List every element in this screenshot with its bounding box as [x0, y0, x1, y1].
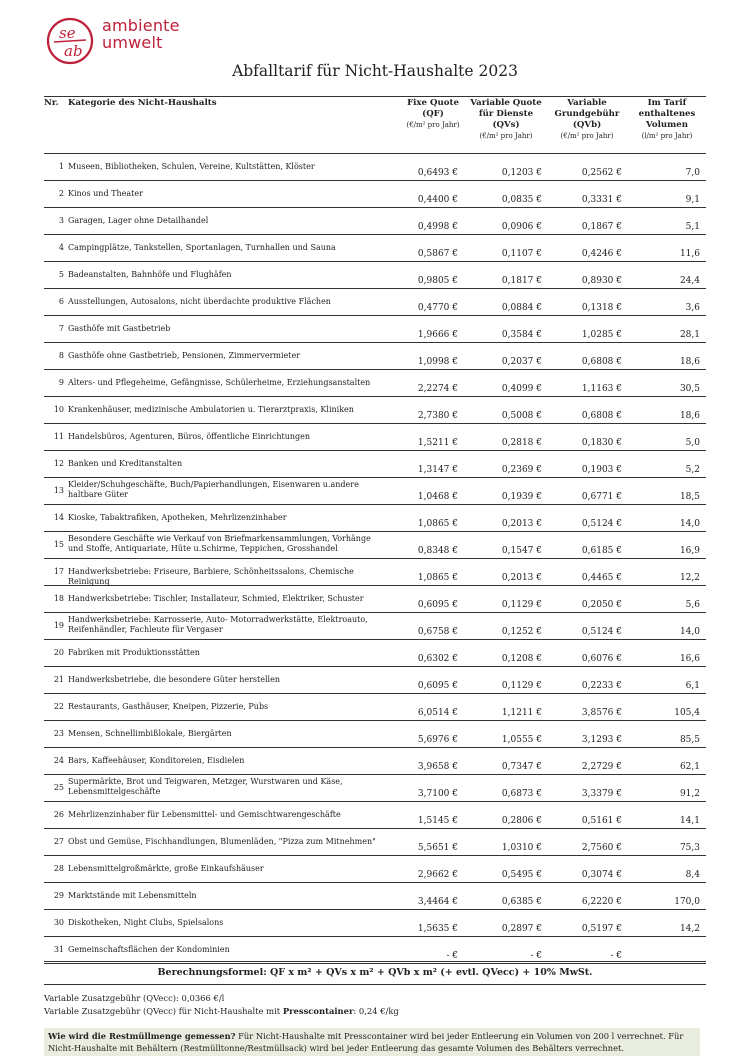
row-qvs: 0,5495 €: [501, 870, 542, 880]
row-qf: 1,9666 €: [417, 330, 458, 340]
row-qvs: 0,2806 €: [501, 816, 542, 826]
row-qf: 2,9662 €: [417, 870, 458, 880]
row-qvb: 0,3331 €: [581, 195, 622, 205]
row-category: Handelsbüros, Agenturen, Büros, öffentliche Einrichtungen: [68, 432, 311, 441]
table-header: [44, 98, 706, 148]
table-row: [44, 909, 706, 936]
row-volume: 18,6: [679, 357, 700, 367]
row-qvb: 0,1830 €: [581, 438, 622, 448]
row-qvb: 3,1293 €: [581, 735, 622, 745]
row-qf: 2,2274 €: [417, 384, 458, 394]
row-qvs: 0,2013 €: [501, 519, 542, 529]
row-volume: 5,2: [685, 465, 700, 475]
row-qf: 0,4400 €: [417, 195, 458, 205]
row-category: Alters- und Pflegeheime, Gefängnisse, Schülerheime, Erziehungsanstalten: [68, 378, 371, 387]
note-post: : 0,24 €/kg: [353, 1006, 399, 1016]
row-category: Krankenhäuser, medizinische Ambulatorien u. Tierarztpraxis, Kliniken: [68, 405, 354, 414]
row-qvb: 2,2729 €: [581, 762, 622, 772]
row-volume: 28,1: [679, 330, 700, 340]
header-vol-label: Im Tarif enthaltenes Volumen: [638, 98, 696, 130]
row-qvb: 3,3379 €: [581, 789, 622, 799]
row-volume: 12,2: [679, 573, 700, 583]
note-bold: Presscontainer: [282, 1006, 354, 1016]
table-row: [44, 234, 706, 261]
row-qvb: 0,5124 €: [581, 519, 622, 529]
table-row: [44, 369, 706, 396]
row-qf: 0,6493 €: [417, 168, 458, 178]
info-question: Wie wird die Restmüllmenge gemessen?: [48, 1031, 236, 1041]
row-qf: 1,0998 €: [417, 357, 458, 367]
row-qvs: 0,2013 €: [501, 573, 542, 583]
row-nr: 24: [53, 756, 64, 765]
row-nr: 21: [53, 675, 64, 684]
row-qvb: 0,2233 €: [581, 681, 622, 691]
table-row: [44, 288, 706, 315]
table-row: [44, 180, 706, 207]
brand-line-1: ambiente: [102, 16, 180, 35]
row-nr: 9: [58, 378, 64, 387]
row-volume: 170,0: [674, 897, 700, 907]
table-row: [44, 774, 706, 801]
row-category: Diskotheken, Night Clubs, Spielsalons: [68, 918, 224, 927]
row-qvs: 0,6385 €: [501, 897, 542, 907]
note-presscontainer: [44, 1005, 399, 1018]
row-qvs: 0,1129 €: [501, 681, 542, 691]
row-qvs: 0,6873 €: [501, 789, 542, 799]
table-row: [44, 720, 706, 747]
table-row: [44, 585, 706, 612]
row-qvb: 3,8576 €: [581, 708, 622, 718]
row-qvb: 0,4246 €: [581, 249, 622, 259]
row-nr: 14: [53, 513, 64, 522]
row-nr: 26: [53, 810, 64, 819]
row-nr: 25: [53, 783, 64, 792]
row-volume: 7,0: [685, 168, 700, 178]
row-qf: - €: [446, 951, 458, 961]
row-qvb: 0,1903 €: [581, 465, 622, 475]
row-volume: 9,1: [685, 195, 700, 205]
row-nr: 30: [53, 918, 64, 927]
row-category: Garagen, Lager ohne Detailhandel: [68, 216, 209, 225]
row-nr: 18: [53, 594, 64, 603]
row-category: Kioske, Tabaktrafiken, Apotheken, Mehrlizenzinhaber: [68, 513, 287, 522]
row-nr: 22: [53, 702, 64, 711]
row-category: Besondere Geschäfte wie Verkauf von Briefmarkensammlungen, Vorhänge und Stoffe, Antiquariate, Hüte u.Schirme, Teppichen, Grosshandel: [68, 534, 371, 553]
row-qvs: 0,1939 €: [501, 492, 542, 502]
table-row: [44, 153, 706, 180]
row-nr: 6: [58, 297, 64, 306]
row-qvb: 1,1163 €: [581, 384, 622, 394]
row-nr: 12: [53, 459, 64, 468]
row-qf: 1,0865 €: [417, 519, 458, 529]
logo-mono-top: se: [59, 24, 76, 42]
row-volume: 5,6: [685, 600, 700, 610]
row-qvs: 0,0884 €: [501, 303, 542, 313]
row-nr: 19: [53, 621, 64, 630]
row-nr: 2: [58, 189, 64, 198]
row-qvb: 0,2050 €: [581, 600, 622, 610]
row-category: Gasthöfe ohne Gastbetrieb, Pensionen, Zimmervermieter: [68, 351, 301, 360]
header-nr: Nr.: [44, 98, 59, 108]
table-row: [44, 315, 706, 342]
table-row: [44, 558, 706, 585]
header-qf-unit: (€/m² pro Jahr): [406, 121, 460, 129]
row-volume: 14,2: [679, 924, 700, 934]
header-vol-unit: (l/m² pro Jahr): [641, 132, 693, 140]
row-nr: 23: [53, 729, 64, 738]
brand-name: [102, 17, 180, 51]
row-category: Mehrlizenzinhaber für Lebensmittel- und Gemischtwarengeschäfte: [68, 810, 341, 819]
row-volume: 85,5: [679, 735, 700, 745]
row-qvb: 0,5161 €: [581, 816, 622, 826]
row-nr: 27: [53, 837, 64, 846]
brand-line-2: umwelt: [102, 33, 163, 52]
row-qf: 0,6095 €: [417, 600, 458, 610]
row-nr: 28: [53, 864, 64, 873]
table-row: [44, 828, 706, 855]
row-category: Museen, Bibliotheken, Schulen, Vereine, Kultstätten, Klöster: [68, 162, 315, 171]
row-qvb: 0,6076 €: [581, 654, 622, 664]
row-qf: 0,4998 €: [417, 222, 458, 232]
row-qf: 3,9658 €: [417, 762, 458, 772]
row-qvb: 0,6185 €: [581, 546, 622, 556]
row-category: Ausstellungen, Autosalons, nicht überdachte produktive Flächen: [68, 297, 331, 306]
row-nr: 7: [58, 324, 64, 333]
row-qf: 1,5211 €: [417, 438, 458, 448]
row-qvb: 0,3074 €: [581, 870, 622, 880]
row-qf: 0,8348 €: [417, 546, 458, 556]
row-category: Fabriken mit Produktionsstätten: [68, 648, 200, 657]
row-nr: 15: [53, 540, 64, 549]
row-volume: 16,9: [679, 546, 700, 556]
row-nr: 5: [58, 270, 64, 279]
table-row: [44, 504, 706, 531]
row-qvs: 0,1252 €: [501, 627, 542, 637]
table-row: [44, 477, 706, 504]
row-qvs: 1,0310 €: [501, 843, 542, 853]
table-row: [44, 801, 706, 828]
row-volume: 11,6: [679, 249, 700, 259]
table-row: [44, 693, 706, 720]
row-qf: 3,4464 €: [417, 897, 458, 907]
row-qvs: 1,0555 €: [501, 735, 542, 745]
table-row: [44, 639, 706, 666]
logo-mono-bottom: ab: [64, 42, 83, 60]
info-box: [44, 1028, 700, 1056]
row-volume: 14,0: [679, 519, 700, 529]
row-qf: 1,0468 €: [417, 492, 458, 502]
row-nr: 10: [53, 405, 64, 414]
row-qvs: 0,0906 €: [501, 222, 542, 232]
row-qvs: 0,2818 €: [501, 438, 542, 448]
row-qf: 0,4770 €: [417, 303, 458, 313]
row-volume: 14,0: [679, 627, 700, 637]
row-qvb: 2,7560 €: [581, 843, 622, 853]
row-category: Bars, Kaffeehäuser, Konditoreien, Eisdielen: [68, 756, 245, 765]
row-volume: 24,4: [679, 276, 700, 286]
row-category: Handwerksbetriebe: Tischler, Installateur, Schmied, Elektriker, Schuster: [68, 594, 364, 603]
row-category: Mensen, Schnellimbißlokale, Biergärten: [68, 729, 232, 738]
table-row: [44, 666, 706, 693]
page-title: Abfalltarif für Nicht-Haushalte 2023: [232, 62, 518, 80]
row-category: Supermärkte, Brot und Teigwaren, Metzger, Wurstwaren und Käse, Lebensmittelgeschäfte: [68, 777, 343, 796]
table-row: [44, 747, 706, 774]
row-qvs: 0,3584 €: [501, 330, 542, 340]
row-nr: 4: [58, 243, 64, 252]
row-qvb: 0,5197 €: [581, 924, 622, 934]
header-category: Kategorie des Nicht-Haushalts: [68, 98, 217, 108]
row-qvs: 1,1211 €: [501, 708, 542, 718]
row-qvs: 0,2369 €: [501, 465, 542, 475]
header-qf-label: Fixe Quote (QF): [407, 98, 459, 119]
row-qvs: 0,1208 €: [501, 654, 542, 664]
row-nr: 29: [53, 891, 64, 900]
row-qvb: 0,6808 €: [581, 357, 622, 367]
table-row: [44, 423, 706, 450]
row-category: Banken und Kreditanstalten: [68, 459, 183, 468]
row-category: Obst und Gemüse, Fischhandlungen, Blumenläden, "Pizza zum Mitnehmen": [68, 837, 376, 846]
row-qf: 6,0514 €: [417, 708, 458, 718]
info-text: Für Nicht-Haushalte mit Presscontainer wird bei jeder Entleerung ein Volumen von 200 l verrechnet. Für Nicht-Haushalte mit Behältern (Restmülltonne/Restmüllsack) wird bei jeder Entleerung das gesamte Volumen des Behälters verrechnet.: [48, 1031, 684, 1053]
row-volume: 16,6: [679, 654, 700, 664]
header-qvb-label: Variable Grundgebühr (QVb): [554, 98, 620, 130]
table-row: [44, 450, 706, 477]
row-volume: 14,1: [679, 816, 700, 826]
row-volume: 5,0: [685, 438, 700, 448]
row-qvs: 0,1129 €: [501, 600, 542, 610]
tariff-table: [44, 153, 706, 964]
row-volume: 8,4: [685, 870, 700, 880]
row-qf: 5,6976 €: [417, 735, 458, 745]
row-qvs: - €: [530, 951, 542, 961]
table-row: [44, 531, 706, 558]
row-category: Handwerksbetriebe: Friseure, Barbiere, Schönheitssalons, Chemische Reinigung: [68, 567, 354, 586]
row-qvb: 0,1318 €: [581, 303, 622, 313]
row-qvs: 0,7347 €: [501, 762, 542, 772]
header-qvb: [552, 98, 622, 142]
header-qf: [400, 98, 466, 131]
table-row: [44, 882, 706, 909]
formula: Berechnungsformel: QF x m² + QVs x m² + QVb x m² (+ evtl. QVecc) + 10% MwSt.: [44, 961, 706, 985]
row-volume: 5,1: [685, 222, 700, 232]
row-qvs: 0,1203 €: [501, 168, 542, 178]
row-qvb: 0,4465 €: [581, 573, 622, 583]
row-qvb: 0,6771 €: [581, 492, 622, 502]
row-qvb: 0,8930 €: [581, 276, 622, 286]
note-qvecc: Variable Zusatzgebühr (QVecc): 0,0366 €/l: [44, 993, 225, 1003]
table-row: [44, 612, 706, 639]
row-qf: 1,3147 €: [417, 465, 458, 475]
row-volume: 91,2: [679, 789, 700, 799]
table-row: [44, 261, 706, 288]
row-category: Handwerksbetriebe, die besondere Güter herstellen: [68, 675, 280, 684]
note-pre: Variable Zusatzgebühr (QVecc) für Nicht-Haushalte mit: [44, 1006, 283, 1016]
table-row: [44, 855, 706, 882]
row-nr: 13: [53, 486, 64, 495]
row-qf: 1,0865 €: [417, 573, 458, 583]
table-row: [44, 207, 706, 234]
row-qf: 0,6758 €: [417, 627, 458, 637]
header-qvs-label: Variable Quote für Dienste (QVs): [470, 98, 542, 130]
row-qf: 5,5651 €: [417, 843, 458, 853]
row-qf: 0,6095 €: [417, 681, 458, 691]
row-qf: 2,7380 €: [417, 411, 458, 421]
row-qvb: 0,2562 €: [581, 168, 622, 178]
row-nr: 3: [58, 216, 64, 225]
row-category: Gasthöfe mit Gastbetrieb: [68, 324, 171, 333]
row-qvb: 0,6808 €: [581, 411, 622, 421]
row-qvs: 0,1817 €: [501, 276, 542, 286]
row-volume: 18,6: [679, 411, 700, 421]
row-qvs: 0,2897 €: [501, 924, 542, 934]
row-volume: 30,5: [679, 384, 700, 394]
row-nr: 8: [58, 351, 64, 360]
row-qvb: 1,0285 €: [581, 330, 622, 340]
row-nr: 31: [53, 945, 64, 954]
row-category: Handwerksbetriebe: Karrosserie, Auto- Motorradwerkstätte, Elektroauto, Reifenhändler, Fachleute für Vergaser: [68, 615, 368, 634]
header-qvb-unit: (€/m² pro Jahr): [560, 132, 614, 140]
row-qvs: 0,5008 €: [501, 411, 542, 421]
row-volume: 18,5: [679, 492, 700, 502]
header-vol: [634, 98, 700, 142]
row-category: Restaurants, Gasthäuser, Kneipen, Pizzerie, Pubs: [68, 702, 269, 711]
row-category: Marktstände mit Lebensmitteln: [68, 891, 197, 900]
row-nr: 20: [53, 648, 64, 657]
row-qvs: 0,0835 €: [501, 195, 542, 205]
row-nr: 11: [53, 432, 64, 441]
header-qvs: [470, 98, 542, 142]
row-qf: 1,5635 €: [417, 924, 458, 934]
header-qvs-unit: (€/m² pro Jahr): [479, 132, 533, 140]
table-row: [44, 396, 706, 423]
row-volume: 6,1: [685, 681, 700, 691]
row-qvs: 0,2037 €: [501, 357, 542, 367]
row-category: Campingplätze, Tankstellen, Sportanlagen, Turnhallen und Sauna: [68, 243, 336, 252]
row-volume: 105,4: [674, 708, 700, 718]
brand-logo-icon: [44, 17, 96, 65]
row-category: Gemeinschaftsflächen der Kondominien: [68, 945, 230, 954]
row-volume: 62,1: [679, 762, 700, 772]
row-qvb: 0,1867 €: [581, 222, 622, 232]
row-category: Lebensmittelgroßmärkte, große Einkaufshäuser: [68, 864, 264, 873]
row-category: Badeanstalten, Bahnhöfe und Flughäfen: [68, 270, 232, 279]
row-volume: 75,3: [679, 843, 700, 853]
header-rule: [44, 96, 706, 97]
row-category: Kinos und Theater: [68, 189, 143, 198]
table-row: [44, 342, 706, 369]
row-nr: 1: [58, 162, 64, 171]
row-qvs: 0,1547 €: [501, 546, 542, 556]
row-qvs: 0,4099 €: [501, 384, 542, 394]
row-qvb: 6,2220 €: [581, 897, 622, 907]
row-category: Kleider/Schuhgeschäfte, Buch/Papierhandlungen, Eisenwaren u.andere haltbare Güter: [68, 480, 359, 499]
row-qf: 1,5145 €: [417, 816, 458, 826]
table-row: [44, 936, 706, 964]
row-volume: 3,6: [685, 303, 700, 313]
row-nr: 17: [53, 567, 64, 576]
row-qf: 0,6302 €: [417, 654, 458, 664]
row-qf: 0,5867 €: [417, 249, 458, 259]
row-qf: 3,7100 €: [417, 789, 458, 799]
row-qf: 0,9805 €: [417, 276, 458, 286]
notes: [44, 992, 399, 1018]
row-qvb: - €: [610, 951, 622, 961]
row-qvb: 0,5124 €: [581, 627, 622, 637]
row-qvs: 0,1107 €: [501, 249, 542, 259]
